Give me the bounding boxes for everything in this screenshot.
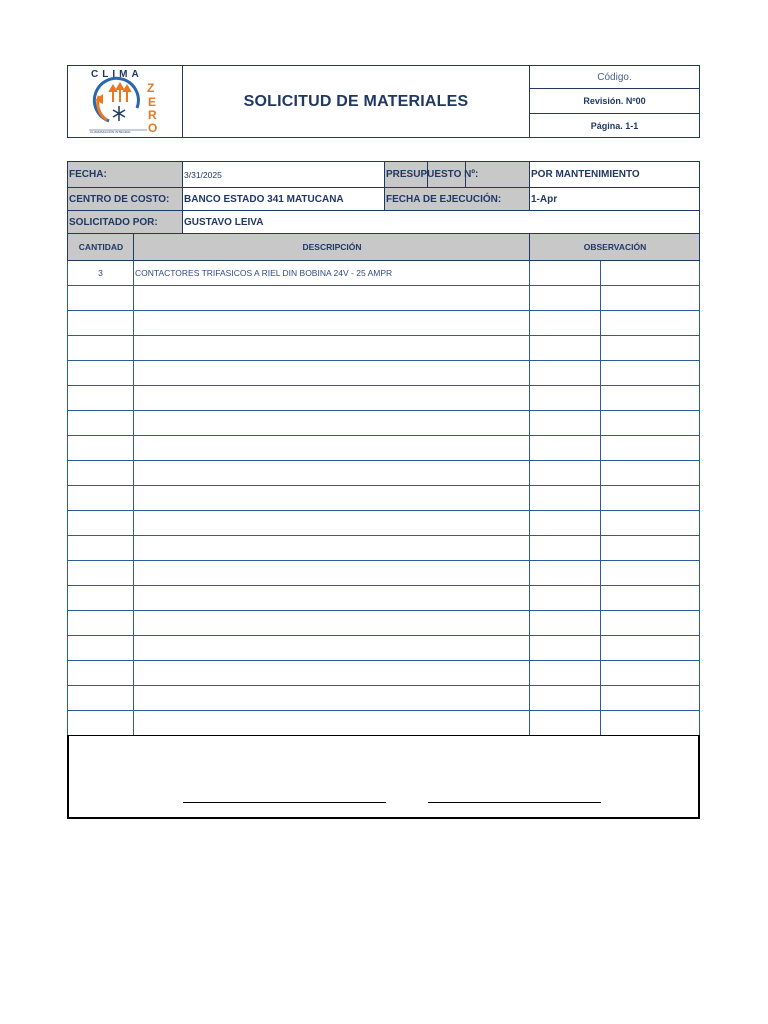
observacion-cell-2[interactable] [601,486,699,510]
table-row [67,386,700,411]
descripcion-cell[interactable] [134,636,530,660]
cantidad-cell[interactable] [68,386,134,410]
cantidad-cell[interactable]: 3 [68,261,134,285]
cantidad-cell[interactable] [68,311,134,335]
page-label: Página. 1-1 [590,120,639,131]
cantidad-cell[interactable] [68,361,134,385]
logo-tagline: CLIMATIZACIÓN INTEGRAL [90,130,131,134]
descripcion-cell[interactable] [134,336,530,360]
svg-text:CLIMA: CLIMA [91,69,143,80]
descripcion-cell[interactable] [134,386,530,410]
descripcion-cell[interactable] [134,461,530,485]
observacion-cell[interactable] [530,386,601,410]
presupuesto-value: POR MANTENIMIENTO [531,169,640,180]
solicitado-value: GUSTAVO LEIVA [184,216,264,228]
table-row [67,261,700,286]
presupuesto-label [385,162,530,187]
descripcion-cell[interactable]: CONTACTORES TRIFASICOS A RIEL DIN BOBINA 24V - 25 AMPR [134,261,530,285]
cantidad-cell[interactable] [68,411,134,435]
observacion-cell[interactable] [530,286,601,310]
presupuesto-label-text: PRESUPUESTO Nº: [386,169,479,180]
observacion-cell[interactable] [530,336,601,360]
observacion-cell-2[interactable] [601,711,699,735]
table-row [67,436,700,461]
cantidad-cell[interactable] [68,336,134,360]
cantidad-cell[interactable] [68,711,134,735]
descripcion-cell[interactable] [134,611,530,635]
observacion-cell-2[interactable] [601,286,699,310]
table-row [67,536,700,561]
descripcion-cell[interactable] [134,436,530,460]
observacion-cell-2[interactable] [601,511,699,535]
observacion-cell-2[interactable] [601,461,699,485]
cantidad-cell[interactable] [68,461,134,485]
observacion-cell-2[interactable] [601,436,699,460]
col-cantidad: CANTIDAD [68,234,134,260]
cantidad-cell[interactable] [68,611,134,635]
table-row [67,661,700,686]
observacion-cell[interactable] [530,511,601,535]
col-descripcion: DESCRIPCIÓN [134,234,530,260]
table-row [67,711,700,736]
table-row [67,611,700,636]
descripcion-cell[interactable] [134,286,530,310]
ejecucion-value: 1-Apr [531,193,558,205]
table-row [67,286,700,311]
observacion-cell-2[interactable] [601,411,699,435]
col-observacion: OBSERVACIÓN [583,242,647,252]
fecha-value: 3/31/2025 [183,162,385,187]
descripcion-cell[interactable] [134,361,530,385]
observacion-cell[interactable] [530,411,601,435]
ejecucion-label: FECHA DE EJECUCIÓN: [385,188,530,210]
cantidad-cell[interactable] [68,536,134,560]
svg-text:O: O [148,121,158,135]
observacion-cell-2[interactable] [601,336,699,360]
descripcion-cell[interactable] [134,661,530,685]
descripcion-cell[interactable] [134,511,530,535]
observacion-cell[interactable] [530,661,601,685]
descripcion-cell[interactable] [134,311,530,335]
cantidad-cell[interactable] [68,661,134,685]
descripcion-cell[interactable] [134,586,530,610]
observacion-cell-2[interactable] [601,536,699,560]
table-header [67,234,700,261]
observacion-cell-2[interactable] [601,611,699,635]
table-row [67,336,700,361]
svg-text:R: R [148,108,157,122]
signature-box [67,735,700,819]
observacion-cell[interactable] [530,711,601,735]
observacion-cell[interactable] [530,261,601,285]
descripcion-cell[interactable] [134,536,530,560]
cantidad-cell[interactable] [68,561,134,585]
table-row [67,486,700,511]
table-row [67,561,700,586]
revision-label: Revisión. Nº00 [530,89,699,114]
observacion-cell-2[interactable] [601,311,699,335]
table-row [67,636,700,661]
presupuesto-divider-2 [465,162,466,187]
svg-text:Z: Z [147,81,155,95]
descripcion-cell[interactable] [134,686,530,710]
observacion-cell[interactable] [530,361,601,385]
observacion-cell-2[interactable] [601,686,699,710]
descripcion-cell[interactable] [134,411,530,435]
cantidad-cell[interactable] [68,586,134,610]
signature-line-right[interactable] [428,802,601,803]
descripcion-cell[interactable] [134,561,530,585]
cantidad-cell[interactable] [68,686,134,710]
presupuesto-divider [427,162,428,187]
cantidad-cell[interactable] [68,511,134,535]
centro-label: CENTRO DE COSTO: [68,188,183,210]
solicitado-label: SOLICITADO POR: [68,211,183,233]
table-row [67,586,700,611]
table-row [67,511,700,536]
observacion-cell[interactable] [530,536,601,560]
info-row-centro [67,188,700,211]
table-row [67,361,700,386]
observacion-cell-2[interactable] [601,386,699,410]
signature-line-left[interactable] [183,802,386,803]
info-row-solicitado [67,211,700,234]
observacion-cell[interactable] [530,461,601,485]
cantidad-cell[interactable] [68,486,134,510]
table-row [67,686,700,711]
climazero-logo [69,66,182,136]
observacion-cell-2[interactable] [601,586,699,610]
centro-value: BANCO ESTADO 341 MATUCANA [183,188,385,210]
observacion-cell[interactable] [530,311,601,335]
observacion-cell[interactable] [530,636,601,660]
observacion-cell-2[interactable] [601,636,699,660]
descripcion-cell[interactable] [134,486,530,510]
observacion-cell-2[interactable] [601,561,699,585]
logo-cell [68,66,183,137]
observacion-cell-2[interactable] [601,661,699,685]
title-cell [183,66,530,137]
observacion-cell-2[interactable] [601,261,699,285]
code-label: Código. [530,66,699,89]
cantidad-cell[interactable] [68,436,134,460]
descripcion-cell[interactable] [134,711,530,735]
table-row [67,461,700,486]
observacion-cell[interactable] [530,611,601,635]
page-title: SOLICITUD DE MATERIALES [243,92,469,110]
observacion-cell[interactable] [530,486,601,510]
observacion-cell-2[interactable] [601,361,699,385]
observacion-cell[interactable] [530,686,601,710]
cantidad-cell[interactable] [68,286,134,310]
fecha-label: FECHA: [68,162,183,187]
info-row-fecha [67,161,700,188]
observacion-cell[interactable] [530,586,601,610]
cantidad-cell[interactable] [68,636,134,660]
table-row [67,411,700,436]
table-row [67,311,700,336]
svg-text:E: E [148,95,157,109]
observacion-cell[interactable] [530,436,601,460]
document-header [67,65,700,138]
observacion-cell[interactable] [530,561,601,585]
